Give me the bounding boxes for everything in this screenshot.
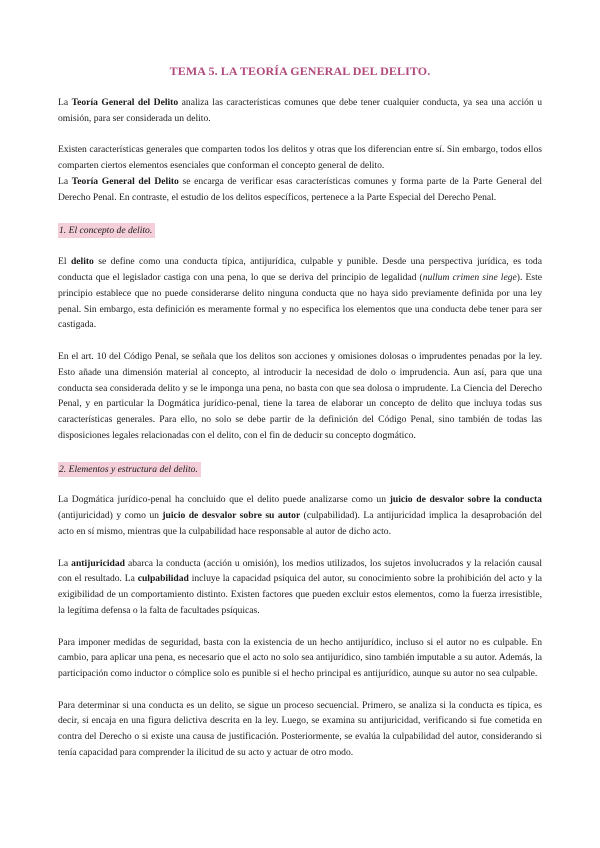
text-run: (culpabilidad). La antijuricidad implica la desaprobación del acto en sí mismo, mientras que la culpabilidad hace responsable al autor de dicho acto. (58, 510, 542, 537)
section-heading-1: 1. El concepto de delito. (58, 223, 155, 238)
text-run: La (58, 557, 72, 569)
text-run: ). Este principio establece que no puede considerarse delito ninguna conducta que no haya sido previamente definida por una ley penal. Sin embargo, esta definición es meramente formal y no especifica los elementos que una conducta debe tener para ser castigada. (58, 271, 542, 331)
intro-paragraph-2: Existen características generales que comparten todos los delitos y otras que los diferencian entre sí. Sin embargo, todos ellos comparten ciertos elementos esenciales que conforman el concepto general de delito. (58, 144, 542, 172)
section1-paragraph-1 (58, 254, 542, 333)
bold-term: delito (70, 256, 94, 268)
text-run: se define como una conducta típica, antijurídica, culpable y punible. Desde una perspectiva jurídica, es toda conducta que el legislador castiga con una pena, lo que se deriva del principio de legalidad ( (58, 256, 542, 283)
text-run: abarca la conducta (acción u omisión), los medios utilizados, los sujetos involucrados y la relación causal con el resultado. La (58, 557, 542, 585)
bold-term: Teoría General del Delito (71, 97, 179, 108)
text-run: El (58, 256, 71, 268)
document-body (58, 95, 542, 761)
text-run: La (58, 175, 72, 187)
text-run: analiza las características comunes que debe tener cualquier conducta, ya sea una acción u omisión, para ser considerada un delito. (58, 97, 542, 124)
bold-term: culpabilidad (137, 573, 189, 585)
italic-term: nullum crimen sine lege (422, 271, 517, 283)
bold-term: juicio de desvalor sobre su autor (162, 510, 301, 522)
text-run: se encarga de verificar esas características comunes y forma parte de la Parte General del Derecho Penal. En contraste, el estudio de los delitos específicos, pertenece a la Parte Especial del Derecho Penal. (58, 175, 542, 203)
bold-term: juicio de desvalor sobre la conducta (389, 494, 542, 506)
section2-paragraph-4: Para determinar si una conducta es un delito, se sigue un proceso secuencial. Primero, se analiza si la conducta es típica, es decir, si encaja en una figura delictiva descrita en la ley. Luego, se examina su antijuricidad, verificando si fue cometida en contra del Derecho o si existe una causa de justificación. Posteriormente, se evalúa la culpabilidad del autor, considerando si tenía capacidad para comprender la ilicitud de su acto y actuar de otro modo. (58, 699, 542, 759)
section2-paragraph-1 (58, 492, 542, 539)
text-run: (antijuricidad) y como un (58, 510, 163, 522)
text-run: incluye la capacidad psíquica del autor, su conocimiento sobre la prohibición del acto y la exigibilidad de un comportamiento distinto. Existen factores que pueden excluir estos elementos, como la fuerza irresistible, la legítima defensa o la falta de facultades psíquicas. (58, 573, 542, 616)
intro-paragraph-3 (58, 174, 542, 206)
text-run: La Dogmática jurídico-penal ha concluido que el delito puede analizarse como un (58, 494, 390, 506)
bold-term: antijuricidad (71, 557, 125, 569)
bold-term: Teoría General del Delito (71, 175, 179, 187)
section2-paragraph-3: Para imponer medidas de seguridad, basta con la existencia de un hecho antijurídico, incluso si el autor no es culpable. En cambio, para aplicar una pena, es necesario que el acto no solo sea antijurídico, sino también imputable a su autor. Además, la participación como inductor o cómplice solo es punible si el hecho principal es antijurídico, aunque su autor no sea culpable. (58, 636, 542, 680)
text-run: La (58, 97, 72, 108)
section2-paragraph-2 (58, 556, 542, 619)
page-title: TEMA 5. LA TEORÍA GENERAL DEL DELITO. (169, 64, 431, 78)
intro-paragraph-1 (58, 95, 542, 127)
section-heading-2: 2. Elementos y estructura del delito. (58, 462, 201, 477)
section1-paragraph-2: En el art. 10 del Código Penal, se señala que los delitos son acciones y omisiones dolosas o imprudentes penadas por la ley. Esto añade una dimensión material al concepto, al introducir la necesidad de dolo o imprudencia. Aun así, para que una conducta sea considerada delito y se le imponga una pena, no basta con que sea dolosa o imprudente. La Ciencia del Derecho Penal, y en particular la Dogmática jurídico-penal, tiene la tarea de elaborar un concepto de delito que incluya todas sus características generales. Para ello, no solo se debe partir de la definición del Código Penal, sino también de todas las disposiciones legales relacionadas con el delito, con el fin de deducir su concepto dogmático. (58, 350, 542, 441)
